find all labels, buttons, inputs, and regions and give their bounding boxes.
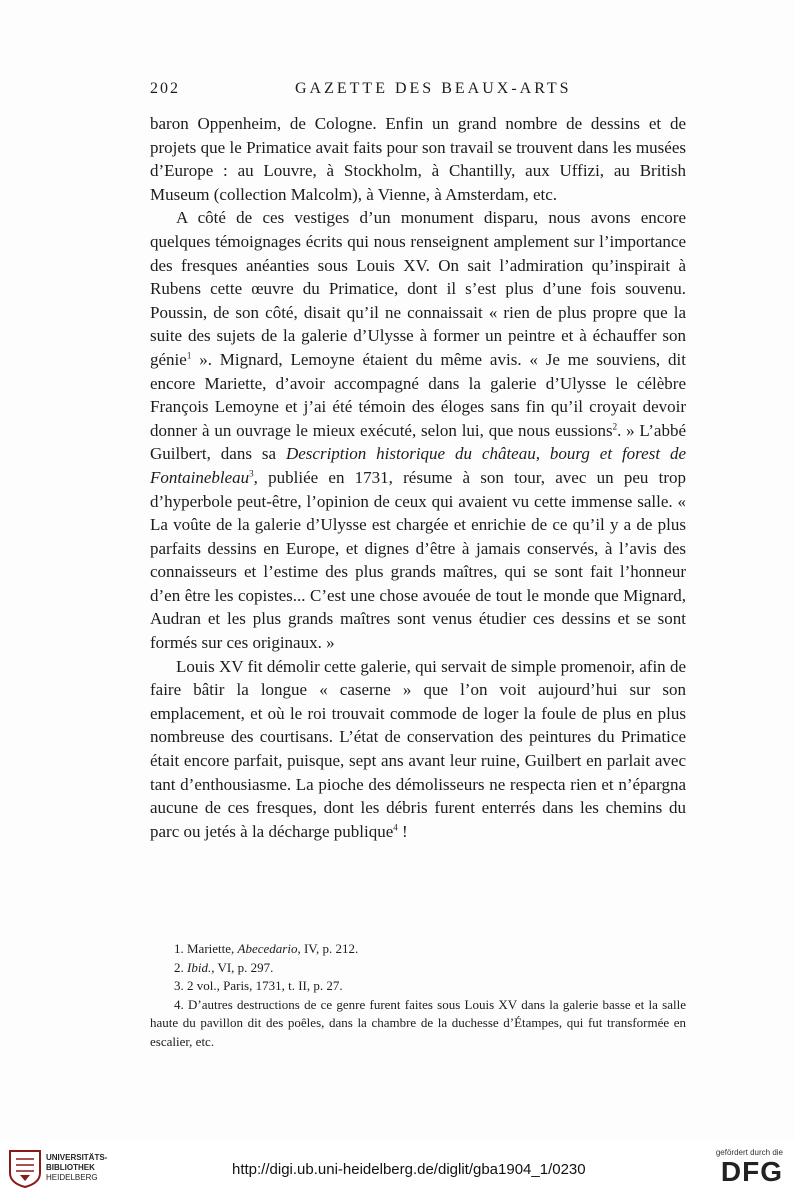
footnote-1-text-b: , IV, p. 212.: [297, 941, 359, 956]
footnote-2: [150, 959, 686, 978]
paragraph-3-part-a: Louis XV fit démolir cette galerie, qui servait de simple promenoir, afin de faire bâtir la longue « caserne » que l’on voit aujourd’hui sur son emplacement, et où le roi trouvait commode de loger la foule de plus en plus nombreuse des courtisans. L’état de conservation des peintures du Primatice était encore parfait, puisque, sept ans avant leur ruine, Guilbert en parlait avec tant d’enthousiasme. La pioche des démolisseurs ne respecta rien et n’épargna aucune de ces fresques, dont les débris furent enterrés dans les chemins du parc ou jetés à la décharge publique: [150, 656, 686, 841]
footnote-1-text-a: 1. Mariette,: [174, 941, 238, 956]
university-name: [46, 1153, 107, 1183]
journal-title: GAZETTE DES BEAUX-ARTS: [295, 80, 572, 97]
running-head: [150, 80, 686, 102]
uni-name-line-3: HEIDELBERG: [46, 1173, 98, 1182]
footnote-ref-2[interactable]: 2: [612, 421, 618, 432]
dfg-block: [703, 1148, 783, 1187]
source-url-link[interactable]: http://digi.ub.uni-heidelberg.de/diglit/gba1904_1/0230: [232, 1161, 586, 1178]
paragraph-2-part-d: , publiée en 1731, résume à son tour, avec un peu trop d’hyperbole peut-être, l’opinion de ceux qui avaient vu cette immense salle. « La voûte de la galerie d’Ulysse est chargée et enrichie de ce qu’il y a de plus parfaits dessins en Europe, et dignes d’être à jamais conservés, à l’avis des connaisseurs et l’estime des plus grands maîtres, qui se sont fait l’honneur d’en être les copistes... C’est une chose avouée de tout le monde que Mignard, Audran et les plus grands maîtres sont venus étudier ces dessins et se sont formés sur ces originaux. »: [150, 467, 686, 653]
page-number: 202: [150, 80, 180, 97]
uni-name-line-1: UNIVERSITÄTS-: [46, 1153, 108, 1162]
paragraph-2-part-a: A côté de ces vestiges d’un monument disparu, nous avons encore quelques témoignages écrits qui nous renseignent amplement sur l’importance des fresques anéanties sous Louis XV. On sait l’admiration qu’inspirait à Rubens cette œuvre du Primatice, dont il s’est plus d’une fois souvenu. Poussin, de son côté, disait qu’il ne connaissait « rien de plus propre que la suite des sujets de la galerie d’Ulysse à former un peintre et à échauffer son génie: [150, 208, 686, 369]
footnote-4: 4. D’autres destructions de ce genre furent faites sous Louis XV dans la galerie basse et la salle haute du pavillon dit des poêles, dans la chambre de la duchesse d’Étampes, qui fut transformée en escalier, etc.: [150, 996, 686, 1049]
footnote-2-italic: Ibid.: [187, 959, 212, 975]
paragraph-1: baron Oppenheim, de Cologne. Enfin un grand nombre de dessins et de projets que le Primatice avait faits pour son travail se trouvent dans les musées d’Europe : au Louvre, à Stockholm, à Chantilly, aux Uffizi, au British Museum (collection Malcolm), à Vienne, à Amsterdam, etc.: [150, 114, 686, 204]
paragraph-3-part-b: !: [397, 821, 408, 841]
footnote-ref-3[interactable]: 3: [249, 468, 254, 479]
uni-name-line-2: BIBLIOTHEK: [46, 1163, 95, 1172]
footnote-1-italic: Abecedario: [237, 941, 298, 956]
book-title-italic: Description historique du château, bourg et forest de Fontainebleau: [150, 444, 687, 487]
footnote-3: 3. 2 vol., Paris, 1731, t. II, p. 27.: [174, 978, 343, 993]
footnote-2-text-b: , VI, p. 297.: [211, 959, 274, 975]
paragraph-3: [150, 655, 686, 844]
footer-bar: [0, 1140, 795, 1199]
dfg-logo-icon: DFG: [720, 1156, 783, 1187]
footnote-ref-1[interactable]: 1: [186, 350, 192, 361]
body-text: [150, 112, 686, 843]
footnote-1: [150, 940, 686, 959]
dfg-caption: gefördert durch die: [715, 1148, 783, 1157]
footnote-ref-4[interactable]: 4: [393, 822, 398, 833]
footnote-2-text-a: 2.: [174, 959, 187, 975]
university-seal-icon: [8, 1149, 42, 1189]
footnotes: [150, 940, 686, 1051]
paragraph-2-part-b: ». Mignard, Lemoyne étaient du même avis. « Je me souviens, dit encore Mariette, d’avoir accompagné dans la galerie d’Ulysse le célèbre François Lemoyne et j’ai été témoin des éloges sans fin qu’il croyait devoir donner à un ouvrage le mieux exécuté, selon lui, que nous eussions: [150, 349, 686, 440]
paragraph-2: [150, 206, 686, 654]
paragraph-2-part-c: . » L’abbé Guilbert, dans sa: [150, 420, 687, 464]
